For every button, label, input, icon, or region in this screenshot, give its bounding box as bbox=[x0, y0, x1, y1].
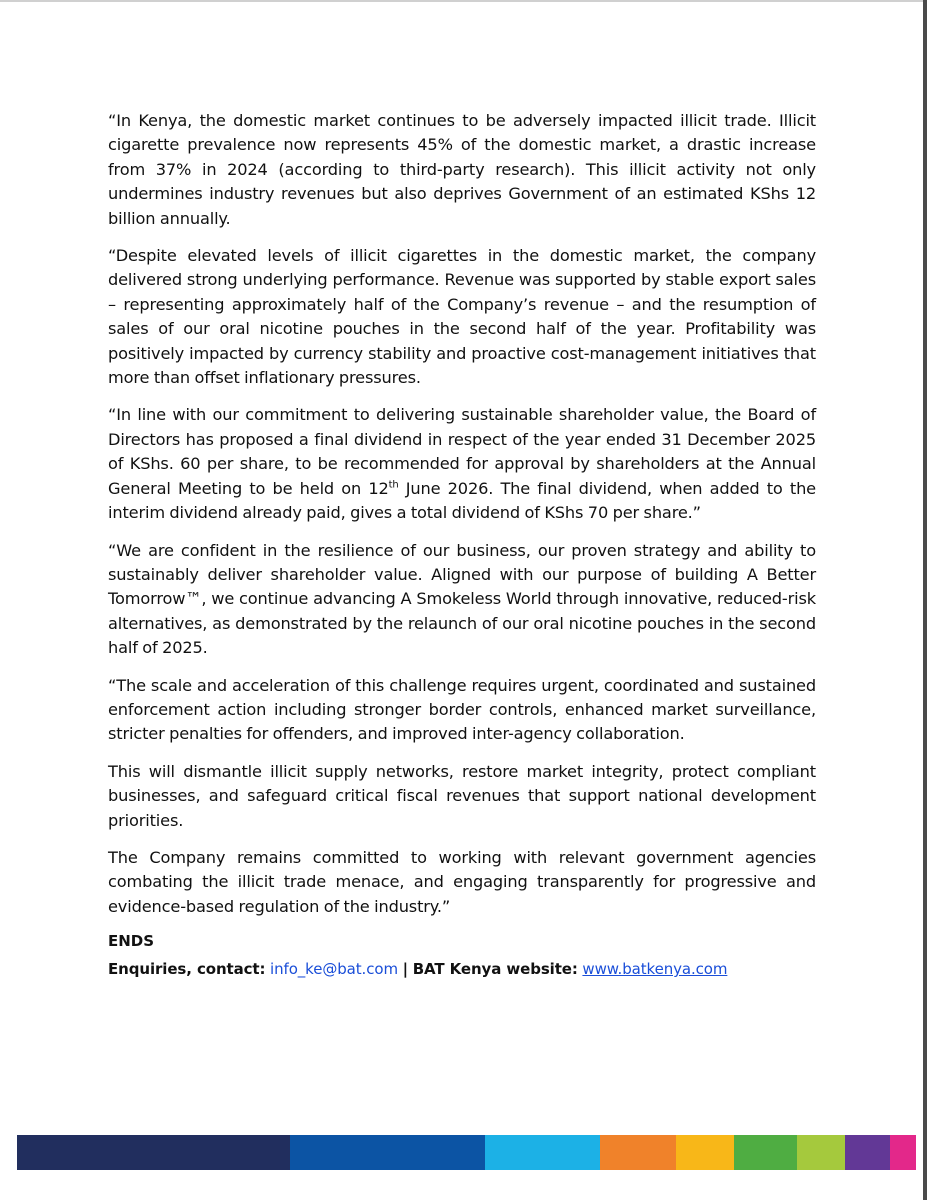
enquiries-contact-label: Enquiries, contact: bbox=[108, 960, 266, 978]
brand-color-bar bbox=[17, 1135, 916, 1170]
paragraph-illicit-trade: “In Kenya, the domestic market continues to be adversely impacted illicit trade. Illicit cigarette prevalence now represents 45% of the domestic market, a drastic increase from 37% in 2024 (according to third-party research). This illicit activity not only undermines industry revenues but also deprives Government of an estimated KShs 12 billion annually. bbox=[108, 111, 816, 228]
dividend-ordinal-suffix: th bbox=[388, 479, 399, 491]
color-bar-segment-green bbox=[734, 1135, 797, 1170]
color-bar-segment-purple bbox=[845, 1135, 890, 1170]
paragraph-strategy: “We are confident in the resilience of our business, our proven strategy and ability to sustainably deliver shareholder value. Aligned with our purpose of building A Better Tomorrow™, we continue advancing A Smokeless World through innovative, reduced-risk alternatives, as demonstrated by the relaunch of our oral nicotine pouches in the second half of 2025. bbox=[108, 540, 816, 658]
email-link[interactable]: info_ke@bat.com bbox=[270, 960, 398, 978]
paragraph-dividend bbox=[108, 403, 816, 525]
website-link[interactable]: www.batkenya.com bbox=[582, 960, 728, 978]
enquiries-line bbox=[108, 960, 727, 978]
color-bar-segment-blue bbox=[290, 1135, 485, 1170]
color-bar-segment-magenta bbox=[890, 1135, 916, 1170]
dividend-text-start: “In line with our commitment to delivering sustainable shareholder value, the Board of Directors has proposed a final dividend in respect of the year ended 31 December 2025 of KShs. 60 per share, to be recommended for approval by shareholders at the Annual General Meeting to be held on 12 bbox=[108, 405, 816, 498]
paragraph-commitment: The Company remains committed to working with relevant government agencies combating the illicit trade menace, and engaging transparently for progressive and evidence-based regulation of the industry.” bbox=[108, 847, 816, 916]
color-bar-segment-lime bbox=[797, 1135, 845, 1170]
page-right-edge bbox=[923, 0, 927, 1200]
color-bar-segment-orange bbox=[600, 1135, 676, 1170]
paragraph-performance: “Despite elevated levels of illicit cigarettes in the domestic market, the company delivered strong underlying performance. Revenue was supported by stable export sales – representing approximately half of the Company’s revenue – and the resumption of sales of our oral nicotine pouches in the second half of the year. Profitability was positively impacted by currency stability and proactive cost-management initiatives that more than offset inflationary pressures. bbox=[108, 246, 816, 388]
paragraph-enforcement: “The scale and acceleration of this challenge requires urgent, coordinated and sustained enforcement action including stronger border controls, enhanced market surveillance, stricter penalties for offenders, and improved inter-agency collaboration. bbox=[108, 675, 816, 744]
color-bar-segment-cyan bbox=[485, 1135, 600, 1170]
enquiries-separator: | bbox=[402, 960, 409, 978]
ends-marker: ENDS bbox=[108, 932, 155, 951]
color-bar-segment-navy bbox=[17, 1135, 290, 1170]
press-release-body bbox=[108, 109, 816, 950]
dividend-text-end: June 2026. The final dividend, when added to the interim dividend already paid, gives a total dividend of KShs 70 per share.” bbox=[108, 478, 816, 523]
page-top-edge bbox=[0, 0, 927, 2]
website-label: BAT Kenya website: bbox=[412, 960, 578, 978]
color-bar-segment-yellow bbox=[676, 1135, 734, 1170]
paragraph-supply-networks: This will dismantle illicit supply networks, restore market integrity, protect compliant businesses, and safeguard critical fiscal revenues that support national development priorities. bbox=[108, 761, 816, 830]
